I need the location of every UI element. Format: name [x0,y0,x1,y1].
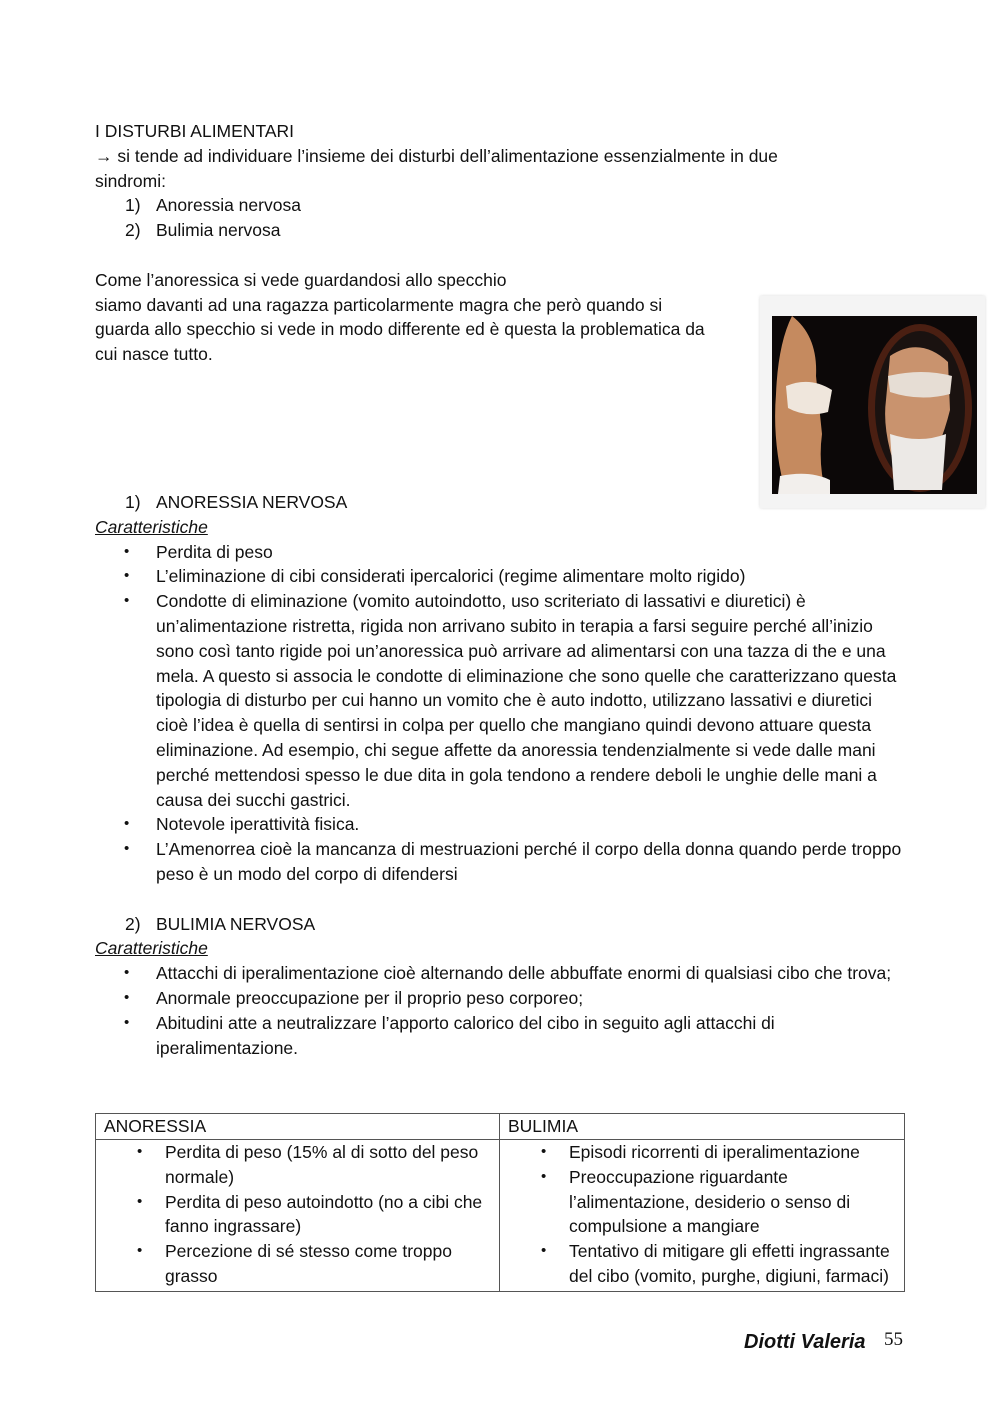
list-item: • Episodi ricorrenti di iperalimentazione [508,1140,896,1165]
bulimia-criteria [508,1140,896,1289]
subheading: Caratteristiche [95,516,208,537]
bullet-icon: • [124,592,130,610]
section-heading: 1) ANORESSIA NERVOSA [125,491,348,512]
bulimia-heading-list [95,912,905,937]
mirror-text-line: guarda allo specchio si vede in modo differente ed è questa la problematica da [95,319,705,340]
document-body [95,119,905,1060]
anoressia-bullets [95,540,905,887]
list-item: • Perdita di peso (15% al di sotto del peso normale) [137,1142,479,1187]
table-cell-anoressia [96,1140,500,1292]
page-number: 55 [884,1329,903,1350]
mirror-text-line: siamo davanti ad una ragazza particolarmente magra che però quando si [95,294,663,315]
bullet-icon: • [124,815,130,833]
bullet-icon: • [541,1143,547,1160]
list-item: • Perdita di peso [95,540,905,565]
bullet-icon: • [124,1013,130,1031]
bullet-icon: • [137,1143,143,1160]
bullet-icon: • [137,1192,143,1210]
list-item: • Notevole iperattività fisica. [95,812,905,837]
bullet-icon: • [137,1242,143,1260]
anoressia-criteria [104,1140,491,1289]
mirror-text-line: cui nasce tutto. [95,344,213,365]
intro-line [95,144,905,169]
list-item: 1) Anoressia nervosa [125,195,301,216]
bullet-icon: • [124,542,130,560]
bullet-icon: • [541,1242,547,1260]
list-item: • Condotte di eliminazione (vomito autoindotto, uso scriteriato di lassativi e diuretici) è un’alimentazione ristretta, rigida non arrivano subito in terapia a farsi seguire perché all’inizio sono così tanto rigide poi un’anoressica può arrivare ad alimentarsi con una tazza di the e una mela. A questo si associa le condotte di eliminazione che sono quelle che caratterizzano questa tipologia di disturbo per cui hanno un vomito che è auto indotto, utilizzano lassativi e diuretici cioè l’idea è quella di sentirsi in colpa per quello che mangiano quindi devono attuare questa eliminazione. Ad esempio, chi segue affette da anoressia tendenzialmente si vede dalle mani perché mettendosi spesso le due dita in gola tendono a rendere deboli le unghie delle mani a causa dei succhi gastrici. [124,591,897,810]
intro-text: si tende ad individuare l’insieme dei disturbi dell’alimentazione essenzialmente in due [117,145,778,166]
intro-line-2: sindromi: [95,170,166,191]
comparison-table [95,1113,905,1292]
list-item: • Attacchi di iperalimentazione cioè alternando delle abbuffate enormi di qualsiasi cibo che trova; [95,961,905,986]
subheading: Caratteristiche [95,938,208,959]
bullet-icon: • [541,1167,547,1185]
section-heading: 2) BULIMIA NERVOSA [125,913,316,934]
table-header-anoressia: ANORESSIA [96,1114,500,1140]
list-item: • L’Amenorrea cioè la mancanza di mestruazioni perché il corpo della donna quando perde troppo peso è un modo del corpo di difendersi [124,839,902,884]
list-item: 2) Bulimia nervosa [125,220,281,241]
section-title: I DISTURBI ALIMENTARI [95,121,295,141]
list-item: • L’eliminazione di cibi considerati ipercalorici (regime alimentare molto rigido) [95,564,905,589]
table-header-bulimia: BULIMIA [500,1114,905,1140]
bullet-icon: • [124,567,130,585]
syndromes-list [95,193,905,243]
table-row [96,1140,905,1292]
bulimia-bullets [95,961,905,1060]
mirror-heading: Come l’anoressica si vede guardandosi allo specchio [95,269,507,290]
mirror-photo [760,296,985,508]
bullet-icon: • [124,988,130,1006]
bullet-icon: • [124,964,130,982]
arrow-icon: → [95,145,113,166]
bullet-icon: • [124,840,130,858]
footer-author: Diotti Valeria [744,1331,866,1353]
table-header-row [96,1114,905,1140]
mirror-photo-illustration [772,316,977,494]
list-item: • Percezione di sé stesso come troppo grasso [137,1241,452,1286]
list-item: • Perdita di peso autoindotto (no a cibi che fanno ingrassare) [137,1191,483,1237]
list-item: • Tentativo di mitigare gli effetti ingrassante del cibo (vomito, purghe, digiuni, farmaci) [541,1241,890,1286]
table-cell-bulimia [500,1140,905,1292]
list-item: • Preoccupazione riguardante l’alimentazione, desiderio o senso di compulsione a mangiare [541,1166,851,1237]
list-item: • Anormale preoccupazione per il proprio peso corporeo; [95,986,905,1011]
list-item: • Abitudini atte a neutralizzare l’apporto calorico del cibo in seguito agli attacchi di iperalimentazione. [124,1012,775,1058]
